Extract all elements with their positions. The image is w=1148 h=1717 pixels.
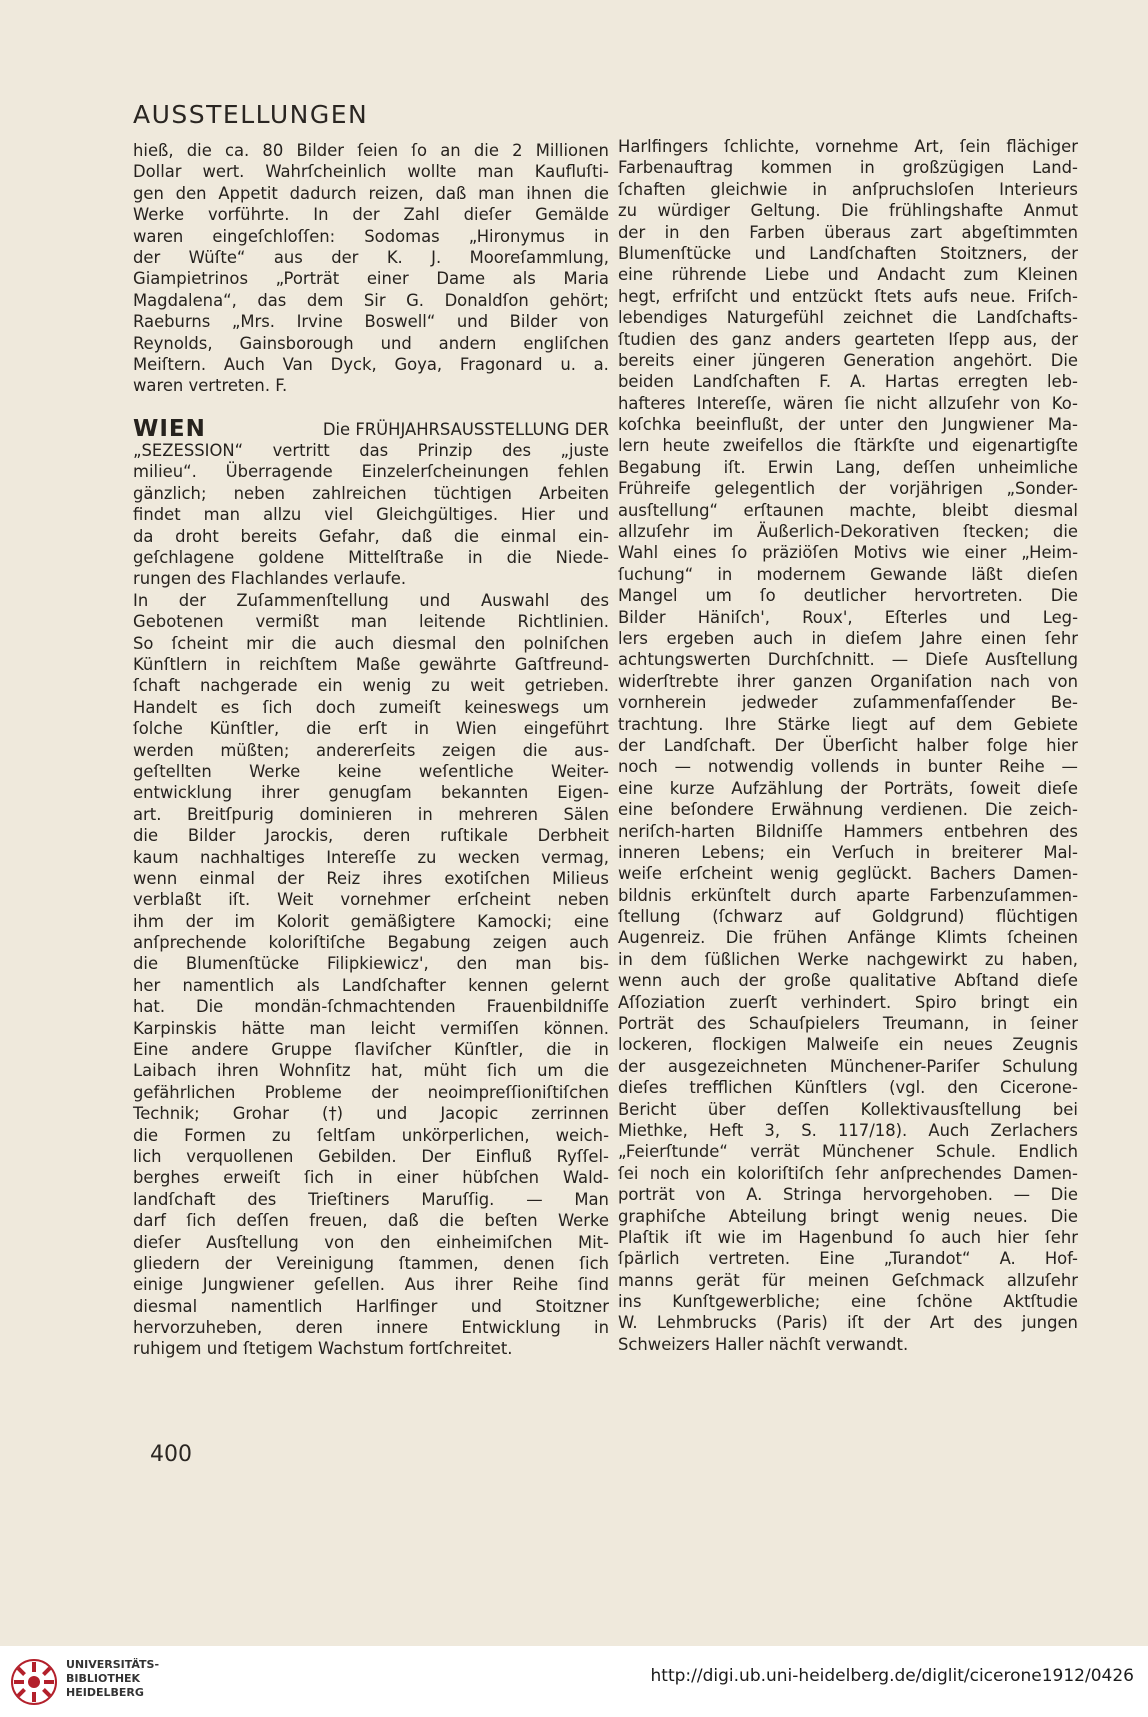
- text-line: trachtung. Ihre Stärke liegt auf dem Gebiete: [618, 714, 1078, 734]
- text-line: Aſſoziation zuerſt verhindert. Spiro bringt ein: [618, 992, 1078, 1012]
- text-line: beiden Landſchaften F. A. Hartas erregten leb-: [618, 372, 1078, 392]
- text-line: da droht bereits Gefahr, daß die einmal ein-: [133, 526, 609, 546]
- text-line: eine kurze Aufzählung der Porträts, ſoweit dieſe: [618, 778, 1078, 798]
- text-line: Blumenſtücke und Landſchaften Stoitzners, der: [618, 243, 1078, 263]
- text-line: bildnis erkünſtelt durch aparte Farbenzuſammen-: [618, 885, 1078, 905]
- text-line: ausſtellung“ erſtaunen machte, bleibt diesmal: [618, 500, 1078, 520]
- text-line: eine beſondere Erwähnung verdienen. Die zeich-: [618, 800, 1078, 820]
- text-line: diesmal namentlich Harlfinger und Stoitzner: [133, 1296, 609, 1316]
- text-line: werden müßten; andererſeits zeigen die aus-: [133, 740, 609, 760]
- text-line: lers ergeben auch in dieſem Jahre einen ſehr: [618, 628, 1078, 648]
- text-line: noch — notwendig vollends in bunter Reihe —: [618, 757, 1078, 777]
- text-line: milieu“. Überragende Einzelerſcheinungen fehlen: [133, 462, 609, 482]
- text-line: Werke vorführte. In der Zahl dieſer Gemälde: [133, 205, 609, 225]
- text-line: Karpinskis hätte man leicht vermiſſen können.: [133, 1018, 609, 1038]
- text-line: zu würdiger Geltung. Die frühlingshafte Anmut: [618, 201, 1078, 221]
- text-line: „SEZESSION“ vertritt das Prinzip des „juste: [133, 441, 609, 461]
- text-line: gänzlich; neben zahlreichen tüchtigen Arbeiten: [133, 483, 609, 503]
- paragraph-sezession-review: [133, 590, 609, 1360]
- right-column: [618, 136, 1078, 1355]
- text-line: wenn auch der große qualitative Abſtand dieſe: [618, 971, 1078, 991]
- text-line: weiſe erſcheint wenig geglückt. Bachers Damen-: [618, 864, 1078, 884]
- text-line: W. Lehmbrucks (Paris) iſt der Art des jungen: [618, 1313, 1078, 1333]
- text-line: graphiſche Abteilung bringt wenig neues. Die: [618, 1206, 1078, 1226]
- text-line: lern heute zweifellos die ſtärkſte und eigenartigſte: [618, 436, 1078, 456]
- text-line: findet man allzu viel Gleichgültiges. Hier und: [133, 505, 609, 525]
- text-line: hat. Die mondän-ſchmachtenden Frauenbildniſſe: [133, 997, 609, 1017]
- text-line: Eine andere Gruppe ſlaviſcher Künſtler, die in: [133, 1040, 609, 1060]
- text-line: hafteres Intereſſe, wären ſie nicht allzuſehr von Ko-: [618, 393, 1078, 413]
- text-line: waren eingeſchloſſen: Sodomas „Hironymus in: [133, 226, 609, 246]
- text-line: gen den Appetit dadurch reizen, daß man ihnen die: [133, 183, 609, 203]
- text-line: dieſer Ausſtellung von den einheimiſchen Mit-: [133, 1232, 609, 1252]
- library-name-line: UNIVERSITÄTS-: [66, 1658, 160, 1671]
- text-line: Handelt es ſich doch zumeiſt keineswegs um: [133, 697, 609, 717]
- text-line: ſuchung“ in modernem Gewande läßt dieſen: [618, 564, 1078, 584]
- library-name: [66, 1658, 159, 1700]
- left-column: [133, 140, 609, 1360]
- text-line: neriſch-harten Bildniſſe Hammers entbehren des: [618, 821, 1078, 841]
- section-heading-wien: WIEN: [133, 415, 206, 442]
- text-line: die Formen zu ſeltſam unkörperlichen, weich-: [133, 1125, 609, 1145]
- text-line: der in den Farben überaus zart abgeſtimmten: [618, 222, 1078, 242]
- text-line: hieß, die ca. 80 Bilder ſeien ſo an die 2 Millionen: [133, 141, 609, 160]
- text-line: porträt von A. Stringa hervorgehoben. — Die: [618, 1185, 1078, 1205]
- text-line: Laibach ihren Wohnſitz hat, müht ſich um die: [133, 1061, 609, 1081]
- text-line: hegt, erfriſcht und entzückt ſtets aufs neue. Friſch-: [618, 286, 1078, 306]
- text-line: Raeburns „Mrs. Irvine Boswell“ und Bilder von: [133, 312, 609, 332]
- text-line: darf ſich deſſen freuen, daß die beſten Werke: [133, 1211, 609, 1231]
- text-line: Harlfingers ſchlichte, vornehme Art, ſein flächiger: [618, 137, 1078, 156]
- text-line: Farbenauftrag kommen in großzügigen Land-: [618, 158, 1078, 178]
- text-line: ſpärlich vertreten. Eine „Turandot“ A. Hof-: [618, 1249, 1078, 1269]
- text-line: wenn einmal der Reiz ihres exotiſchen Milieus: [133, 868, 609, 888]
- text-line: widerſtrebte ihrer ganzen Organiſation nach von: [618, 671, 1078, 691]
- text-line: Reynolds, Gainsborough und andern engliſchen: [133, 333, 609, 353]
- text-line: in dem ſüßlichen Werke nachgewirkt zu haben,: [618, 949, 1078, 969]
- text-line: ſolche Künſtler, die erſt in Wien eingeführt: [133, 719, 609, 739]
- running-head: AUSSTELLUNGEN: [133, 100, 369, 129]
- text-line: ihm der im Kolorit gemäßigtere Kamocki; eine: [133, 911, 609, 931]
- text-line: Wahl eines ſo präziöſen Motivs wie einer „Heim-: [618, 543, 1078, 563]
- section-heading-line: [133, 415, 609, 442]
- text-line: ins Kunſtgewerbliche; eine ſchöne Aktſtudie: [618, 1292, 1078, 1312]
- text-line: Mangel um ſo deutlicher hervortreten. Die: [618, 586, 1078, 606]
- text-line: eine rührende Liebe und Andacht zum Kleinen: [618, 265, 1078, 285]
- text-line: gefährlichen Probleme der neoimpreſſioniſtiſchen: [133, 1082, 609, 1102]
- text-line: Giampietrinos „Porträt einer Dame als Maria: [133, 269, 609, 289]
- text-line: der ausgezeichneten Münchener-Pariſer Schulung: [618, 1056, 1078, 1076]
- text-line: geſchlagene goldene Mittelſtraße in die Niede-: [133, 548, 609, 568]
- text-line: Technik; Grohar (†) und Jacopic zerrinnen: [133, 1104, 609, 1124]
- text-line: verblaßt iſt. Weit vornehmer erſcheint neben: [133, 890, 609, 910]
- text-line: Gebotenen vermißt man leitende Richtlinien.: [133, 612, 609, 632]
- section-heading-rest: Die FRÜHJAHRSAUSSTELLUNG DER: [322, 419, 609, 439]
- text-line: geſtellten Werke keine weſentliche Weiter-: [133, 761, 609, 781]
- text-line: ſtudien des ganz anders gearteten Iſepp aus, der: [618, 329, 1078, 349]
- text-line: lockeren, flockigen Malweiſe ein neues Zeugnis: [618, 1035, 1078, 1055]
- text-line: achtungswerten Durchſchnitt. — Dieſe Ausſtellung: [618, 650, 1078, 670]
- text-line: ſchaft nachgerade ein wenig zu weit getrieben.: [133, 676, 609, 696]
- text-line: Augenreiz. Die frühen Anfänge Klimts ſcheinen: [618, 928, 1078, 948]
- text-line: lebendiges Naturgefühl zeichnet die Landſchafts-: [618, 308, 1078, 328]
- text-line: die Blumenſtücke Filipkiewicz', den man bis-: [133, 954, 609, 974]
- text-line: die Bilder Jarockis, deren ruſtikale Derbheit: [133, 826, 609, 846]
- text-line: bereits einer jüngeren Generation angehört. Die: [618, 350, 1078, 370]
- text-line: lich verquollenen Gebilden. Der Einfluß Ryſſel-: [133, 1146, 609, 1166]
- text-line: ſtellung (ſchwarz auf Goldgrund) flüchtigen: [618, 907, 1078, 927]
- text-line: Miethke, Heft 3, S. 117/18). Auch Zerlachers: [618, 1120, 1078, 1140]
- text-line: ruhigem und ſtetigem Wachstum fortſchreitet.: [133, 1339, 513, 1359]
- text-line: einige Jungwiener geſellen. Aus ihrer Reihe ſind: [133, 1275, 609, 1295]
- library-name-line: HEIDELBERG: [66, 1686, 144, 1699]
- text-line: kaum nachhaltiges Intereſſe zu wecken vermag,: [133, 847, 609, 867]
- text-line: Porträt des Schauſpielers Treumann, in ſeiner: [618, 1014, 1078, 1034]
- text-line: Magdalena“, das dem Sir G. Donaldſon gehört;: [133, 290, 609, 310]
- text-line: ſchaften gleichwie in anſpruchsloſen Interieurs: [618, 179, 1078, 199]
- text-line: Frühreife gelegentlich der vorjährigen „Sonder-: [618, 479, 1078, 499]
- paragraph-sezession-intro: [133, 440, 609, 590]
- text-line: entwicklung ihrer genugſam bekannten Eigen-: [133, 783, 609, 803]
- footer-bar: [0, 1646, 1148, 1717]
- text-line: landſchaft des Trieſtiners Maruſſig. — Man: [133, 1189, 609, 1209]
- text-line: vornherein jedweder zuſammenfaſſender Be-: [618, 693, 1078, 713]
- paragraph-new-york-sale: [133, 140, 609, 397]
- text-line: berghes erweiſt ſich in einer hübſchen Wald-: [133, 1168, 609, 1188]
- text-line: manns gerät für meinen Geſchmack allzuſehr: [618, 1270, 1078, 1290]
- text-line: In der Zuſammenſtellung und Auswahl des: [133, 590, 609, 610]
- text-line: art. Breitſpurig dominieren in mehreren Sälen: [133, 804, 609, 824]
- text-line: Bericht über deſſen Kollektivausſtellung bei: [618, 1099, 1078, 1119]
- text-line: gliedern der Vereinigung ſtammen, denen ſich: [133, 1253, 609, 1273]
- text-line: dieſes trefflichen Künſtlers (vgl. den Cicerone-: [618, 1078, 1078, 1098]
- text-line: ſei noch ein koloriſtiſch ſehr anſprechendes Damen-: [618, 1163, 1078, 1183]
- text-line: koſchka beeinflußt, der unter den Jungwiener Ma-: [618, 415, 1078, 435]
- text-line: Meiſtern. Auch Van Dyck, Goya, Fragonard u. a.: [133, 354, 609, 374]
- library-name-line: BIBLIOTHEK: [66, 1672, 141, 1685]
- text-line: der Landſchaft. Der Überſicht halber folge hier: [618, 735, 1078, 755]
- text-line: der Wüſte“ aus der K. J. Mooreſammlung,: [133, 247, 609, 267]
- university-seal-icon: [10, 1658, 58, 1706]
- text-line: So ſcheint mir die auch diesmal den polniſchen: [133, 633, 609, 653]
- text-line: her namentlich als Landſchafter kennen gelernt: [133, 975, 609, 995]
- text-line: Dollar wert. Wahrſcheinlich wollte man Kaufluſti-: [133, 162, 609, 182]
- text-line: Künſtlern in reichſtem Maße gewährte Gaſtfreund-: [133, 654, 609, 674]
- text-line: anſprechende koloriſtiſche Begabung zeigen auch: [133, 933, 609, 953]
- text-line: Schweizers Haller nächſt verwandt.: [618, 1334, 909, 1354]
- text-line: inneren Lebens; ein Verſuch in breiterer Mal-: [618, 842, 1078, 862]
- text-line: Plaſtik iſt wie im Hagenbund ſo auch hier ſehr: [618, 1227, 1078, 1247]
- text-line: Bilder Häniſch', Roux', Eſterles und Leg-: [618, 607, 1078, 627]
- permalink-url[interactable]: http://digi.ub.uni-heidelberg.de/diglit/cicerone1912/0426: [650, 1666, 1134, 1686]
- text-line: hervorzuheben, deren innere Entwicklung in: [133, 1318, 609, 1338]
- text-line: „Feierſtunde“ verrät Münchener Schule. Endlich: [618, 1142, 1078, 1162]
- text-line: rungen des Flachlandes verlaufe.: [133, 569, 407, 589]
- text-line: waren vertreten. F.: [133, 376, 288, 396]
- page-number: 400: [150, 1442, 192, 1467]
- text-line: allzuſehr im Äußerlich-Dekorativen ſtecken; die: [618, 522, 1078, 542]
- text-line: Begabung iſt. Erwin Lang, deſſen unheimliche: [618, 457, 1078, 477]
